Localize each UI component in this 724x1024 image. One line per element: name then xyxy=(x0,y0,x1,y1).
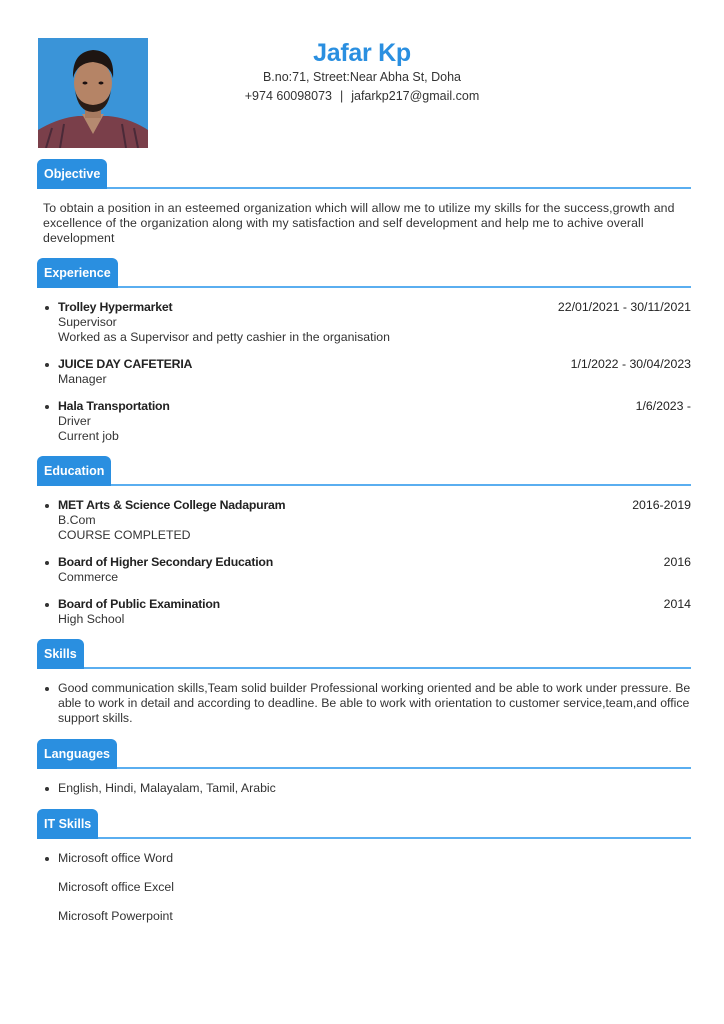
degree: High School xyxy=(58,612,125,626)
it-skills-item xyxy=(37,851,691,866)
languages-heading: Languages xyxy=(37,739,117,769)
contact-separator: | xyxy=(339,89,344,103)
job-role: Supervisor xyxy=(58,315,117,329)
skills-item xyxy=(37,681,691,726)
skills-section xyxy=(37,638,691,726)
employment-dates: 1/1/2022 - 30/04/2023 xyxy=(570,357,691,371)
objective-heading: Objective xyxy=(37,159,107,189)
skills-text: Good communication skills,Team solid builder Professional working oriented and be able to work under pressure. Be able to work in detail and according to deadline. Be able to work with orientation to customer service,team,and office support skills. xyxy=(58,681,691,725)
experience-header xyxy=(37,257,691,288)
objective-text: To obtain a position in an esteemed organization which will allow me to utilize my skills for the success,growth and excellence of the organization along with my satisfaction and self development and help me to achive overall development xyxy=(43,201,675,245)
institution-name: MET Arts & Science College Nadapuram xyxy=(58,498,286,512)
address: B.no:71, Street:Near Abha St, Doha xyxy=(262,70,462,84)
phone: +974 60098073 xyxy=(244,89,332,103)
languages-section xyxy=(37,738,691,796)
education-dates: 2014 xyxy=(663,597,691,611)
profile-photo xyxy=(38,38,148,148)
experience-heading: Experience xyxy=(37,258,118,288)
email[interactable]: jafarkp217@gmail.com xyxy=(351,89,480,103)
it-skill: Microsoft office Word xyxy=(58,851,174,865)
education-header xyxy=(37,455,691,486)
employer-name: Hala Transportation xyxy=(58,399,170,413)
experience-item xyxy=(37,300,691,345)
skills-heading: Skills xyxy=(37,639,84,669)
bullet-icon xyxy=(45,504,49,508)
degree: B.Com xyxy=(58,513,96,527)
it-skills-heading: IT Skills xyxy=(37,809,98,839)
degree: Commerce xyxy=(58,570,119,584)
it-skill: Microsoft Powerpoint xyxy=(58,909,173,923)
job-role: Manager xyxy=(58,372,107,386)
bullet-icon xyxy=(45,363,49,367)
languages-header xyxy=(37,738,691,769)
bullet-icon xyxy=(45,405,49,409)
it-skill: Microsoft office Excel xyxy=(58,880,174,894)
institution-name: Board of Public Examination xyxy=(58,597,220,611)
employer-name: Trolley Hypermarket xyxy=(58,300,173,314)
languages-item xyxy=(37,781,691,796)
contact-line xyxy=(150,89,574,103)
experience-item xyxy=(37,357,691,387)
objective-section xyxy=(37,158,691,246)
employment-dates: 1/6/2023 - xyxy=(635,399,691,413)
education-item xyxy=(37,555,691,585)
bullet-icon xyxy=(45,306,49,310)
education-heading: Education xyxy=(37,456,111,486)
education-dates: 2016-2019 xyxy=(632,498,691,512)
bullet-icon xyxy=(45,687,49,691)
employment-dates: 22/01/2021 - 30/11/2021 xyxy=(557,300,691,314)
education-section xyxy=(37,455,691,627)
experience-item xyxy=(37,399,691,444)
job-role: Driver xyxy=(58,414,91,428)
experience-section xyxy=(37,257,691,444)
skills-header xyxy=(37,638,691,669)
education-dates: 2016 xyxy=(663,555,691,569)
education-item xyxy=(37,597,691,627)
institution-name: Board of Higher Secondary Education xyxy=(58,555,274,569)
job-description: Current job xyxy=(58,429,119,443)
course-status: COURSE COMPLETED xyxy=(58,528,191,542)
it-skills-section xyxy=(37,808,691,924)
bullet-icon xyxy=(45,561,49,565)
employer-name: JUICE DAY CAFETERIA xyxy=(58,357,193,371)
it-skills-header xyxy=(37,808,691,839)
bullet-icon xyxy=(45,857,49,861)
job-description: Worked as a Supervisor and petty cashier in the organisation xyxy=(58,330,390,344)
languages-text: English, Hindi, Malayalam, Tamil, Arabic xyxy=(58,781,276,795)
bullet-icon xyxy=(45,787,49,791)
objective-header xyxy=(37,158,691,189)
bullet-icon xyxy=(45,603,49,607)
education-item xyxy=(37,498,691,543)
candidate-name: Jafar Kp xyxy=(313,39,411,67)
